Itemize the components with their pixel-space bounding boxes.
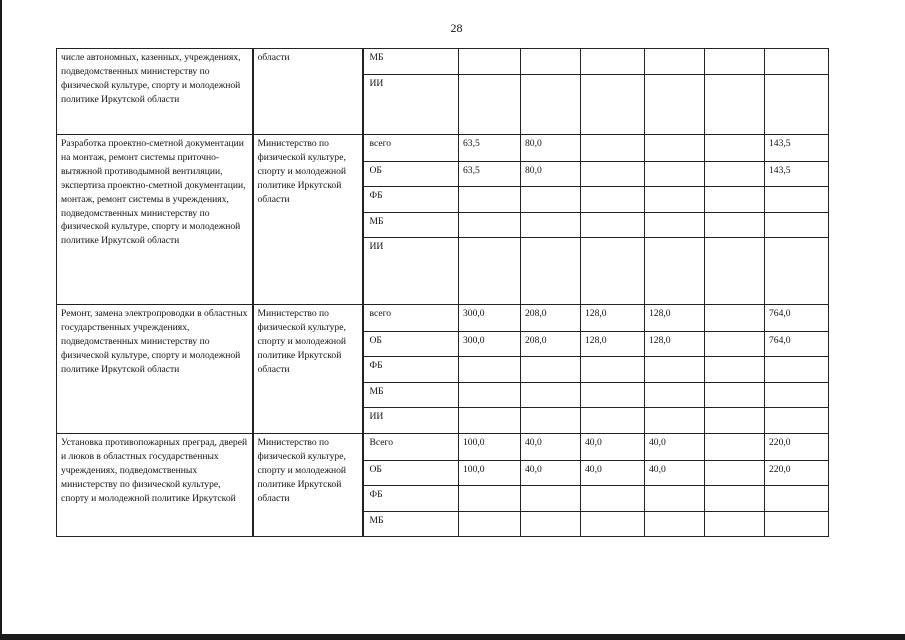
amount-cell [459,75,521,135]
amount-cell [765,486,829,512]
responsible-executor-cell: Министерство по физической культуре, спорту и молодежной политике Иркутской области [253,135,363,305]
amount-cell [521,213,581,238]
amount-cell [705,238,765,305]
amount-cell: 128,0 [581,305,645,332]
amount-cell [705,213,765,238]
amount-cell [765,238,829,305]
funding-source-cell: МБ [363,49,459,75]
amount-cell [459,238,521,305]
funding-source-cell: ОБ [363,332,459,357]
amount-cell: 208,0 [521,305,581,332]
scan-left-border [0,0,2,640]
amount-cell: 764,0 [765,332,829,357]
amount-cell: 40,0 [645,434,705,461]
amount-cell [581,213,645,238]
amount-cell: 143,5 [765,162,829,187]
amount-cell [705,332,765,357]
amount-cell [459,49,521,75]
amount-cell [705,75,765,135]
table-body [57,49,829,537]
amount-cell: 143,5 [765,135,829,162]
amount-cell [705,461,765,486]
amount-cell [459,512,521,537]
amount-cell [581,238,645,305]
amount-cell [705,408,765,434]
amount-cell [581,75,645,135]
amount-cell: 40,0 [521,461,581,486]
amount-cell [765,187,829,213]
amount-cell: 40,0 [645,461,705,486]
table-row [57,305,829,332]
funding-source-cell: ФБ [363,357,459,383]
amount-cell: 128,0 [645,305,705,332]
amount-cell [645,162,705,187]
amount-cell [645,213,705,238]
amount-cell: 40,0 [521,434,581,461]
amount-cell: 63,5 [459,162,521,187]
amount-cell: 80,0 [521,135,581,162]
amount-cell: 208,0 [521,332,581,357]
funding-source-cell: ФБ [363,187,459,213]
amount-cell [705,357,765,383]
funding-source-cell: ИИ [363,75,459,135]
table-row [57,49,829,75]
table-row [57,135,829,162]
amount-cell: 63,5 [459,135,521,162]
table-row [57,434,829,461]
amount-cell [705,305,765,332]
amount-cell [581,357,645,383]
amount-cell [521,238,581,305]
amount-cell [521,486,581,512]
amount-cell [459,486,521,512]
funding-source-cell: всего [363,305,459,332]
funding-source-cell: ФБ [363,486,459,512]
amount-cell: 220,0 [765,434,829,461]
responsible-executor-cell: области [253,49,363,135]
measure-description-cell: Разработка проектно-сметной документации на монтаж, ремонт системы приточно-вытяжной противодымной вентиляции, экспертиза проектно-сметной документации, монтаж, ремонт системы в учреждениях, подведомственных министерству по физической культуре, спорту и молодежной политике Иркутской области [57,135,253,305]
amount-cell [459,357,521,383]
budget-table [56,48,829,537]
amount-cell: 300,0 [459,332,521,357]
funding-source-cell: ОБ [363,162,459,187]
amount-cell [705,512,765,537]
responsible-executor-cell: Министерство по физической культуре, спорту и молодежной политике Иркутской области [253,434,363,537]
measure-description-cell: Ремонт, замена электропроводки в областных государственных учреждениях, подведомственных министерству по физической культуре, спорту и молодежной политике Иркутской области [57,305,253,434]
funding-source-cell: всего [363,135,459,162]
page-number: 28 [450,21,463,35]
amount-cell: 128,0 [645,332,705,357]
amount-cell [645,408,705,434]
responsible-executor-cell: Министерство по физической культуре, спорту и молодежной политике Иркутской области [253,305,363,434]
funding-source-cell: Всего [363,434,459,461]
amount-cell: 764,0 [765,305,829,332]
funding-source-cell: ИИ [363,238,459,305]
amount-cell: 128,0 [581,332,645,357]
amount-cell [645,187,705,213]
amount-cell [765,49,829,75]
measure-description-cell: числе автономных, казенных, учреждениях, подведомственных министерству по физической культуре, спорту и молодежной политике Иркутской области [57,49,253,135]
amount-cell [645,238,705,305]
amount-cell [581,49,645,75]
amount-cell [521,49,581,75]
amount-cell [645,135,705,162]
amount-cell [581,162,645,187]
amount-cell: 40,0 [581,461,645,486]
amount-cell [705,434,765,461]
amount-cell [521,357,581,383]
amount-cell [765,408,829,434]
measure-description-cell: Установка противопожарных преград, дверей и люков в областных государственных учреждениях, подведомственных министерству по физической культуре, спорту и молодежной политике Иркутской [57,434,253,537]
amount-cell [459,187,521,213]
amount-cell [705,49,765,75]
amount-cell [645,357,705,383]
amount-cell [765,383,829,408]
funding-source-cell: ОБ [363,461,459,486]
amount-cell [705,187,765,213]
amount-cell [705,383,765,408]
amount-cell [581,408,645,434]
amount-cell [459,408,521,434]
amount-cell: 220,0 [765,461,829,486]
amount-cell [765,512,829,537]
amount-cell: 80,0 [521,162,581,187]
amount-cell [521,383,581,408]
amount-cell [459,383,521,408]
amount-cell [581,187,645,213]
funding-source-cell: МБ [363,512,459,537]
amount-cell [765,75,829,135]
amount-cell [645,49,705,75]
amount-cell [521,187,581,213]
amount-cell: 40,0 [581,434,645,461]
amount-cell [581,135,645,162]
amount-cell: 100,0 [459,461,521,486]
amount-cell [645,383,705,408]
amount-cell [765,357,829,383]
funding-source-cell: МБ [363,383,459,408]
scan-bottom-border [0,634,905,640]
amount-cell: 100,0 [459,434,521,461]
amount-cell [645,486,705,512]
amount-cell [645,512,705,537]
amount-cell [521,75,581,135]
amount-cell [705,162,765,187]
funding-source-cell: МБ [363,213,459,238]
amount-cell [705,135,765,162]
amount-cell [521,512,581,537]
amount-cell [765,213,829,238]
amount-cell [581,383,645,408]
amount-cell [521,408,581,434]
amount-cell [459,213,521,238]
funding-source-cell: ИИ [363,408,459,434]
amount-cell [645,75,705,135]
amount-cell [581,512,645,537]
amount-cell [581,486,645,512]
amount-cell [705,486,765,512]
amount-cell: 300,0 [459,305,521,332]
